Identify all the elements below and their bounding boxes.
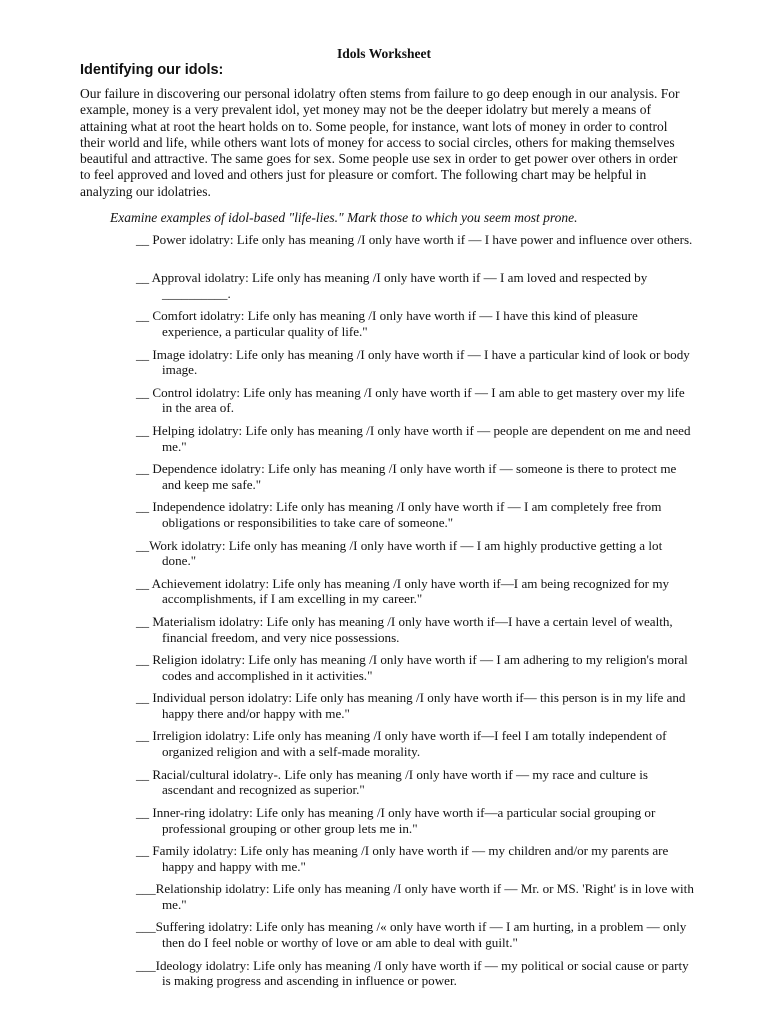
list-item: __ Family idolatry: Life only has meaning /I only have worth if — my children and/or my parents are happy and happy with me." bbox=[136, 843, 669, 874]
list-item: __ Inner-ring idolatry: Life only has meaning /I only have worth if—a particular social grouping or professional grouping or other group lets me in." bbox=[136, 804, 656, 836]
list-item: __ Control idolatry: Life only has meaning /I only have worth if — I am able to get mastery over my life in the area of. bbox=[136, 384, 685, 416]
list-item: __ Image idolatry: Life only has meaning /I only have worth if — I have a particular kind of look or body image. bbox=[136, 346, 690, 378]
list-item: __ Irreligion idolatry: Life only has meaning /I only have worth if—I feel I am totally independent of organized religion and with a self-made morality. bbox=[136, 728, 667, 760]
list-item: __ Achievement idolatry: Life only has meaning /I only have worth if—I am being recognized for my accomplishments, if I am excelling in my career." bbox=[136, 575, 670, 607]
list-item: __ Materialism idolatry: Life only has meaning /I only have worth if—I have a certain level of wealth, financial freedom, and very nice possessions. bbox=[136, 613, 673, 645]
instruction-text: Examine examples of idol-based "life-lies." Mark those to which you seem most prone. bbox=[110, 210, 578, 225]
list-item: __ Approval idolatry: Life only has meaning /I only have worth if — I am loved and respected by __________. bbox=[136, 270, 648, 301]
intro-paragraph: Our failure in discovering our personal idolatry often stems from failure to go deep enough in our analysis. For example, money is a very prevalent idol, yet money may not be the deeper idolatry but merely a means of attaining what at root the heart holds on to. Some people, for instance, want lots of money in order to control their world and life, while others want lots of money for access to social circles, others for making themselves beautiful and attractive. The same goes for sex. Some people use sex in order to get power over others in order to feel approved and loved and others just for pleasure or comfort. The following chart may be helpful in analyzing our idolatries. bbox=[80, 86, 680, 199]
document-title: Idols Worksheet bbox=[337, 46, 431, 61]
list-item: __ Comfort idolatry: Life only has meaning /I only have worth if — I have this kind of pleasure experience, a particular quality of life." bbox=[136, 308, 638, 340]
list-item: ___Ideology idolatry: Life only has meaning /I only have worth if — my political or social cause or party is making progress and ascending in influence or power. bbox=[136, 957, 689, 989]
list-item: ___Suffering idolatry: Life only has meaning /« only have worth if — I am hurting, in a problem — only then do I feel noble or worthy of love or am able to deal with guilt." bbox=[136, 919, 687, 951]
list-item: __ Helping idolatry: Life only has meaning /I only have worth if — people are dependent on me and need me." bbox=[136, 422, 691, 454]
list-item: __ Power idolatry: Life only has meaning /I only have worth if — I have power and influence over others. bbox=[136, 232, 693, 247]
list-item: __ Dependence idolatry: Life only has meaning /I only have worth if — someone is there to protect me and keep me safe." bbox=[136, 461, 677, 492]
list-item: __ Independence idolatry: Life only has meaning /I only have worth if — I am completely free from obligations or responsibilities to take care of someone." bbox=[136, 499, 662, 531]
list-item: __ Individual person idolatry: Life only has meaning /I only have worth if— this person is in my life and happy there and/or happy with me." bbox=[136, 690, 686, 721]
idolatry-list bbox=[136, 232, 696, 996]
list-item: ___Relationship idolatry: Life only has meaning /I only have worth if — Mr. or MS. 'Right' is in love with me." bbox=[136, 881, 694, 912]
list-item: __ Racial/cultural idolatry-. Life only has meaning /I only have worth if — my race and culture is ascendant and recognized as superior." bbox=[136, 766, 648, 798]
list-item: __Work idolatry: Life only has meaning /I only have worth if — I am highly productive getting a lot done." bbox=[136, 537, 663, 569]
section-heading: Identifying our idols: bbox=[80, 62, 224, 78]
list-item: __ Religion idolatry: Life only has meaning /I only have worth if — I am adhering to my religion's moral codes and accomplished in it activities." bbox=[136, 652, 688, 683]
